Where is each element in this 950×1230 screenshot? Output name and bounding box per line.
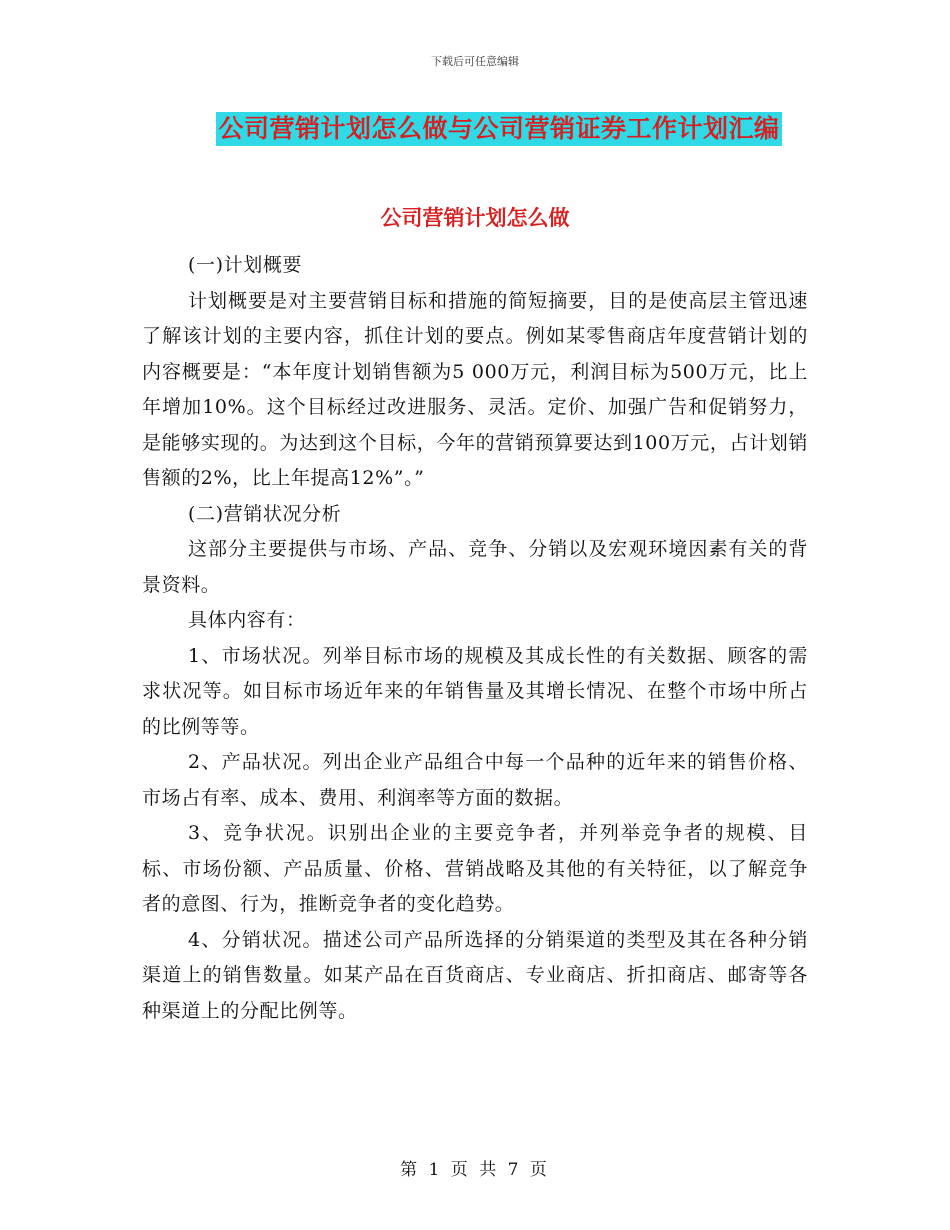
paragraph-market-analysis-heading: (二)营销状况分析 [188, 502, 342, 525]
section-title: 公司营销计划怎么做 [380, 206, 570, 230]
paragraph-plan-summary: 计划概要是对主要营销目标和措施的简短摘要，目的是使高层主管迅速了解该计划的主要内容，抓住计划的要点。例如某零售商店年度营销计划的内容概要是：“本年度计划销售额为5 000万元，利润目标为500万元，比上年增加10%。这个目标经过改进服务、灵活。定价、加强广告和促销努力，是能够实现的。为达到这个目标，今年的营销预算要达到100万元，占计划销售额的2%，比上年提高12%”。” [142, 289, 808, 489]
paragraph-market-status: 1、市场状况。列举目标市场的规模及其成长性的有关数据、顾客的需求状况等。如目标市场近年来的年销售量及其增长情况、在整个市场中所占的比例等等。 [142, 644, 808, 738]
page-footer: 第 1 页 共 7 页 [400, 1160, 550, 1180]
document-body [142, 248, 808, 1029]
paragraph-competition-status: 3、竞争状况。识别出企业的主要竞争者，并列举竞争者的规模、目标、市场份额、产品质量、价格、营销战略及其他的有关特征，以了解竞争者的意图、行为，推断竞争者的变化趋势。 [142, 822, 808, 915]
paragraph-product-status: 2、产品状况。列出企业产品组合中每一个品种的近年来的销售价格、市场占有率、成本、费用、利润率等方面的数据。 [142, 751, 808, 809]
paragraph-market-analysis-intro: 这部分主要提供与市场、产品、竞争、分销以及宏观环境因素有关的背景资料。 [142, 538, 808, 596]
document-title: 公司营销计划怎么做与公司营销证券工作计划汇编 [216, 112, 781, 146]
paragraph-contents-label: 具体内容有： [188, 609, 306, 631]
header-note: 下载后可任意编辑 [431, 55, 519, 68]
paragraph-distribution-status: 4、分销状况。描述公司产品所选择的分销渠道的类型及其在各种分销渠道上的销售数量。如某产品在百货商店、专业商店、折扣商店、邮寄等各种渠道上的分配比例等。 [142, 928, 808, 1022]
paragraph-plan-summary-heading: (一)计划概要 [188, 254, 303, 276]
document-title-container [0, 112, 950, 146]
